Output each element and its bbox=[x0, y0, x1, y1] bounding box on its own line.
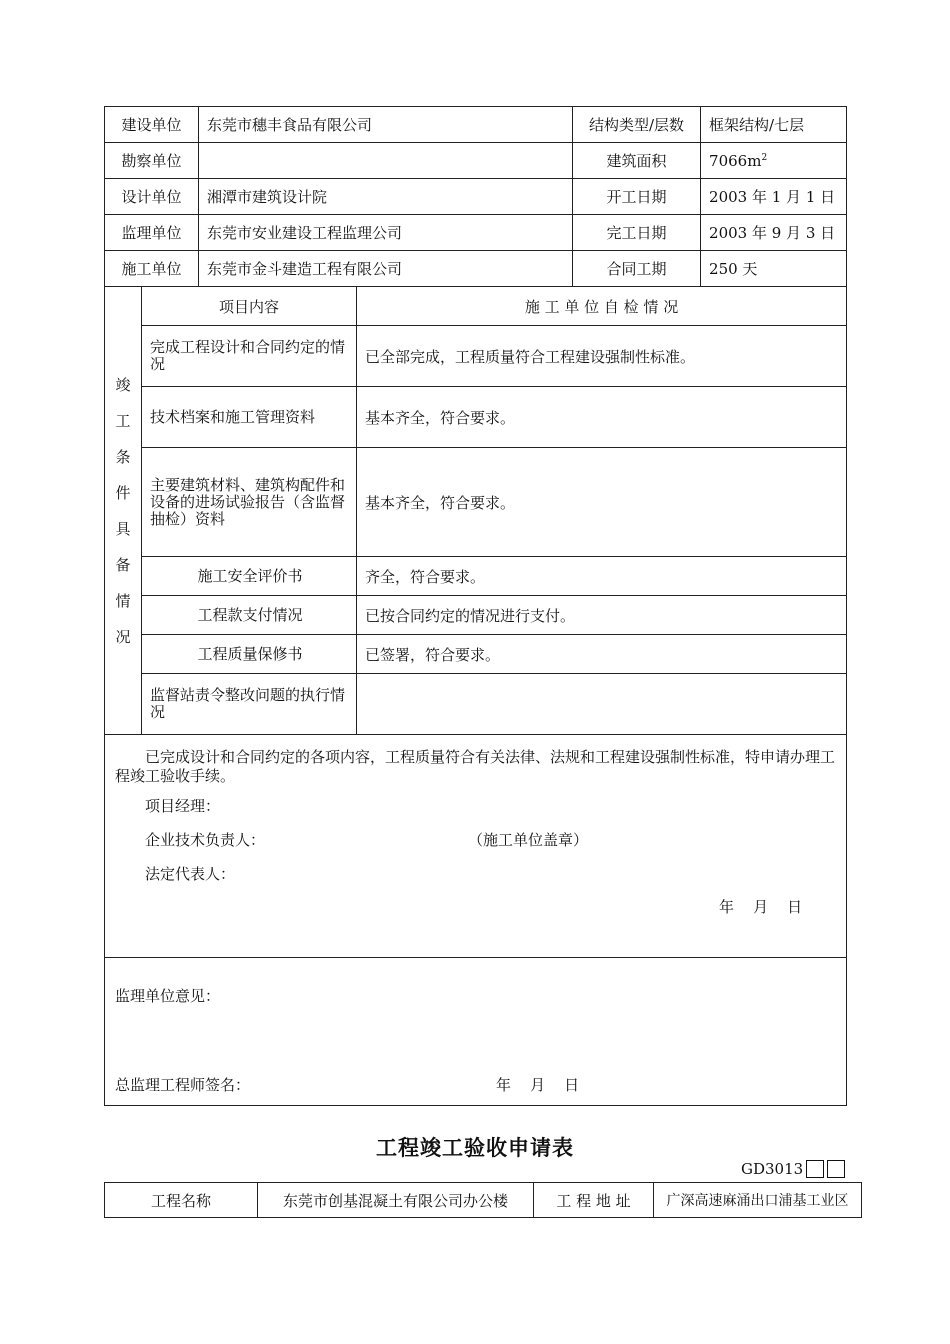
form-title: 工程竣工验收申请表 bbox=[376, 1136, 574, 1160]
project-info-table bbox=[104, 1182, 862, 1218]
survey-label: 勘察单位 bbox=[105, 143, 199, 179]
condition-row bbox=[105, 387, 847, 448]
condition-row bbox=[105, 635, 847, 674]
finish-date-label: 完工日期 bbox=[573, 215, 701, 251]
area-label: 建筑面积 bbox=[573, 143, 701, 179]
form-code-text: GD3013 bbox=[741, 1160, 804, 1178]
application-cell bbox=[105, 735, 847, 958]
project-name-value: 东莞市创基混凝土有限公司办公楼 bbox=[258, 1183, 534, 1218]
area-value bbox=[701, 143, 847, 179]
side-char: 件 bbox=[115, 483, 131, 502]
info-row-contractor bbox=[105, 251, 847, 287]
condition-status bbox=[357, 674, 847, 735]
info-row-supervisor bbox=[105, 215, 847, 251]
supervision-row bbox=[105, 958, 847, 1106]
condition-item: 工程质量保修书 bbox=[142, 635, 357, 674]
area-unit-superscript: 2 bbox=[761, 152, 768, 163]
condition-status: 已按合同约定的情况进行支付。 bbox=[357, 596, 847, 635]
builder-label: 建设单位 bbox=[105, 107, 199, 143]
condition-status: 基本齐全，符合要求。 bbox=[357, 387, 847, 448]
design-label: 设计单位 bbox=[105, 179, 199, 215]
condition-status: 已签署，符合要求。 bbox=[357, 635, 847, 674]
application-paragraph: 已完成设计和合同约定的各项内容，工程质量符合有关法律、法规和工程建设强制性标准，特申请办理工程竣工验收手续。 bbox=[115, 748, 836, 785]
form-code bbox=[741, 1160, 845, 1178]
side-char: 情 bbox=[115, 591, 131, 610]
condition-row bbox=[105, 674, 847, 735]
contract-period-value: 250 天 bbox=[701, 251, 847, 287]
project-manager-label: 项目经理： bbox=[145, 797, 221, 815]
start-date-label: 开工日期 bbox=[573, 179, 701, 215]
condition-item: 完成工程设计和合同约定的情况 bbox=[142, 326, 357, 387]
condition-row bbox=[105, 448, 847, 557]
condition-row bbox=[105, 557, 847, 596]
info-row-builder bbox=[105, 107, 847, 143]
side-char: 备 bbox=[115, 555, 131, 574]
side-char: 况 bbox=[115, 627, 131, 646]
supervisor-value: 东莞市安业建设工程监理公司 bbox=[199, 215, 573, 251]
condition-item: 工程款支付情况 bbox=[142, 596, 357, 635]
condition-status: 齐全，符合要求。 bbox=[357, 557, 847, 596]
condition-row bbox=[105, 326, 847, 387]
condition-status: 已全部完成，工程质量符合工程建设强制性标准。 bbox=[357, 326, 847, 387]
condition-status: 基本齐全，符合要求。 bbox=[357, 448, 847, 557]
condition-item: 监督站责令整改问题的执行情况 bbox=[142, 674, 357, 735]
legal-rep-label: 法定代表人： bbox=[145, 865, 236, 883]
code-checkbox[interactable] bbox=[827, 1160, 845, 1178]
supervision-cell bbox=[105, 958, 847, 1106]
info-row-design bbox=[105, 179, 847, 215]
contractor-label: 施工单位 bbox=[105, 251, 199, 287]
area-number: 7066m bbox=[709, 151, 762, 170]
application-row bbox=[105, 735, 847, 958]
survey-value bbox=[199, 143, 573, 179]
condition-item: 主要建筑材料、建筑构配件和设备的进场试验报告（含监督抽检）资料 bbox=[142, 448, 357, 557]
completion-table bbox=[104, 106, 847, 1106]
structure-value: 框架结构/七层 bbox=[701, 107, 847, 143]
finish-date-value: 2003 年 9 月 3 日 bbox=[701, 215, 847, 251]
condition-item: 技术档案和施工管理资料 bbox=[142, 387, 357, 448]
supervision-date: 年 月 日 bbox=[496, 1076, 580, 1094]
chief-signature-label: 总监理工程师签名： bbox=[115, 1076, 251, 1094]
side-char: 具 bbox=[115, 519, 131, 538]
supervisor-label: 监理单位 bbox=[105, 215, 199, 251]
application-date: 年 月 日 bbox=[719, 898, 803, 916]
project-address-label: 工 程 地 址 bbox=[534, 1183, 654, 1218]
conditions-side-label bbox=[105, 287, 142, 735]
side-char: 条 bbox=[115, 447, 131, 466]
condition-item: 施工安全评价书 bbox=[142, 557, 357, 596]
seal-note: （施工单位盖章） bbox=[468, 831, 589, 849]
side-char: 工 bbox=[115, 411, 131, 430]
project-info-row bbox=[105, 1183, 862, 1218]
project-name-label: 工程名称 bbox=[105, 1183, 258, 1218]
design-value: 湘潭市建筑设计院 bbox=[199, 179, 573, 215]
contract-period-label: 合同工期 bbox=[573, 251, 701, 287]
supervision-opinion-label: 监理单位意见： bbox=[115, 987, 221, 1005]
builder-value: 东莞市穗丰食品有限公司 bbox=[199, 107, 573, 143]
project-address-value: 广深高速麻涌出口浦基工业区 bbox=[654, 1183, 862, 1218]
condition-row bbox=[105, 596, 847, 635]
header-item: 项目内容 bbox=[142, 287, 357, 326]
side-char: 竣 bbox=[115, 375, 131, 394]
contractor-value: 东莞市金斗建造工程有限公司 bbox=[199, 251, 573, 287]
tech-head-label: 企业技术负责人： bbox=[145, 831, 266, 849]
conditions-header-row bbox=[105, 287, 847, 326]
header-self-check: 施 工 单 位 自 检 情 况 bbox=[357, 287, 847, 326]
code-checkbox[interactable] bbox=[806, 1160, 824, 1178]
structure-label: 结构类型/层数 bbox=[573, 107, 701, 143]
start-date-value: 2003 年 1 月 1 日 bbox=[701, 179, 847, 215]
info-row-survey bbox=[105, 143, 847, 179]
